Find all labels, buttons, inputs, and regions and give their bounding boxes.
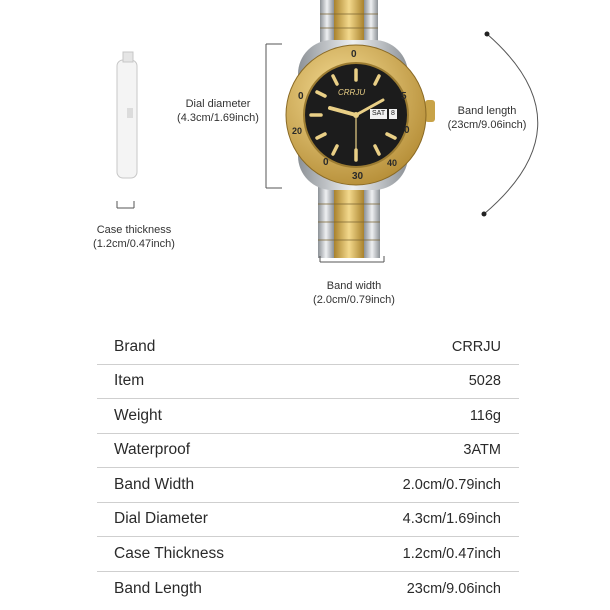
spec-value: 116g — [469, 407, 501, 424]
case-thickness-title: Case thickness — [96, 224, 172, 236]
spec-label: Brand — [114, 337, 156, 355]
dial-diameter-value: (4.3cm/1.69inch) — [177, 112, 259, 124]
case-thickness-label — [82, 223, 186, 251]
spec-value: 3ATM — [463, 442, 501, 459]
bezel-number: 30 — [352, 171, 364, 182]
spec-row-case-thickness — [97, 537, 519, 572]
spec-value: 1.2cm/0.47inch — [402, 545, 501, 562]
watch-logo: CRRJU — [338, 88, 366, 97]
spec-row-band-width — [97, 468, 519, 503]
spec-row-waterproof — [97, 434, 519, 469]
spec-row-brand — [97, 330, 519, 365]
bezel-number: 0 — [298, 91, 304, 102]
spec-label: Band Width — [114, 475, 195, 493]
spec-label: Weight — [114, 406, 162, 424]
spec-label: Waterproof — [114, 441, 191, 459]
bezel-number: 5 — [401, 91, 407, 102]
spec-value: 2.0cm/0.79inch — [402, 476, 501, 493]
dial-diameter-label — [170, 97, 266, 125]
band-width-value: (2.0cm/0.79inch) — [313, 294, 395, 306]
watch-head — [286, 40, 435, 190]
spec-row-item — [97, 365, 519, 400]
watch-day-window: SAT — [372, 110, 386, 117]
spec-value: 23cm/9.06inch — [406, 580, 501, 597]
spec-label: Band Length — [114, 579, 202, 597]
spec-value: 4.3cm/1.69inch — [402, 511, 501, 528]
spec-label: Case Thickness — [114, 544, 224, 562]
spec-table — [97, 330, 519, 606]
bezel-number: 40 — [387, 158, 398, 168]
spec-row-band-length — [97, 572, 519, 607]
bezel-number: 20 — [292, 126, 303, 136]
spec-value: CRRJU — [451, 338, 501, 355]
spec-row-weight — [97, 399, 519, 434]
bezel-number: 0 — [351, 49, 357, 60]
watch-date-window: 8 — [391, 110, 395, 117]
band-width-title: Band width — [326, 280, 382, 292]
band-length-title: Band length — [457, 105, 517, 117]
spec-label: Item — [114, 372, 145, 390]
spec-value: 5028 — [468, 373, 501, 390]
dial-diameter-title: Dial diameter — [185, 98, 251, 110]
band-length-value: (23cm/9.06inch) — [447, 119, 527, 131]
side-profile — [117, 52, 137, 208]
bezel-number: 0 — [404, 125, 410, 136]
band-length-label — [440, 104, 534, 132]
band-width-label — [303, 279, 405, 307]
bezel-number: 0 — [323, 157, 329, 168]
case-thickness-value: (1.2cm/0.47inch) — [93, 238, 175, 250]
spec-row-dial-diameter — [97, 503, 519, 538]
spec-label: Dial Diameter — [114, 510, 208, 528]
dial-diameter-bracket — [266, 44, 282, 188]
